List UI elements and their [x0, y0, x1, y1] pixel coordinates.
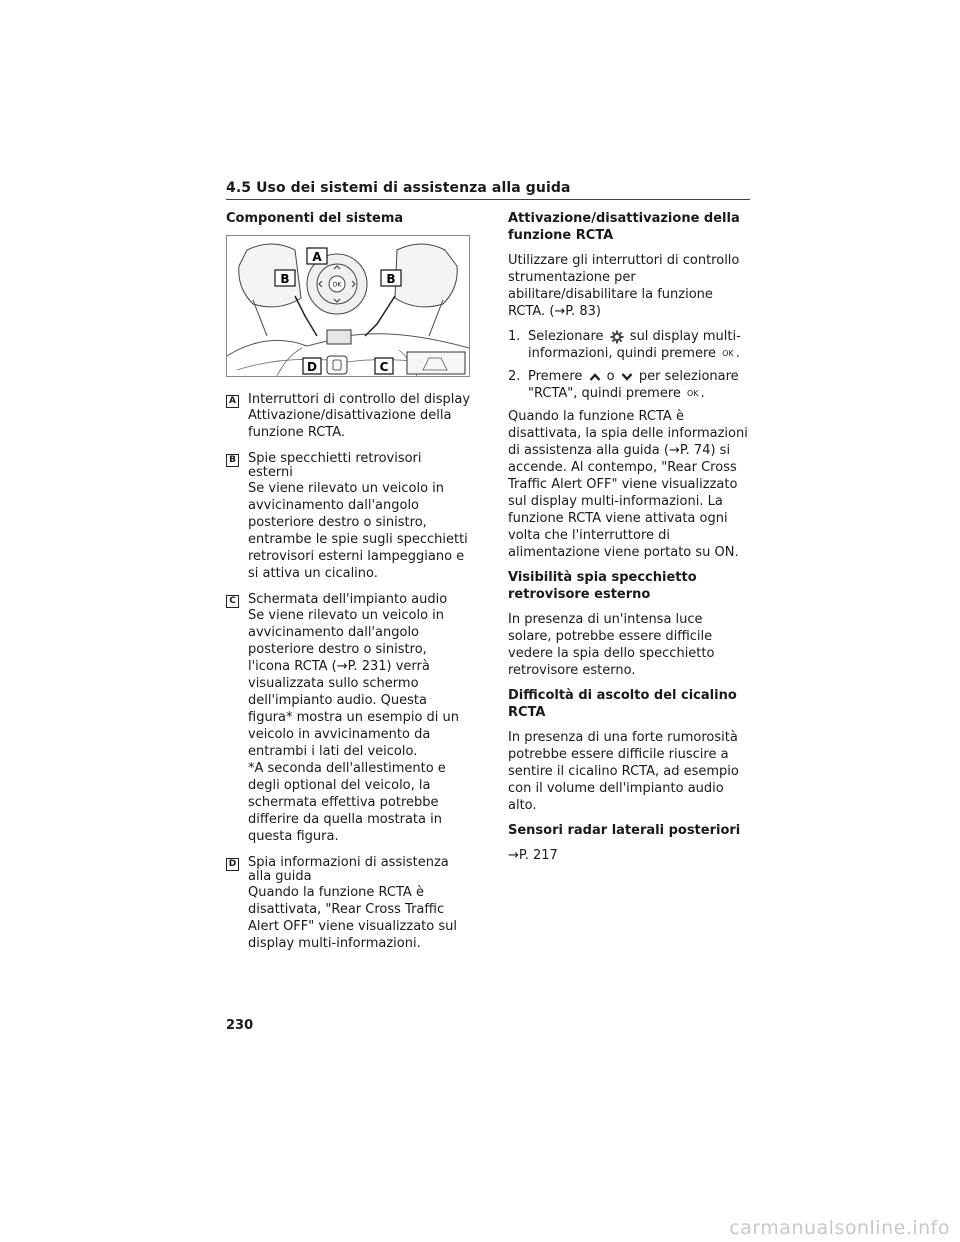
component-title: Schermata dell'impianto audio [248, 592, 448, 607]
section-title: 4.5 Uso dei sistemi di assistenza alla guida [226, 180, 571, 196]
component-item-d [226, 856, 470, 952]
buzzer-heading: Difficoltà di ascolto del cicalino RCTA [508, 688, 737, 720]
dashboard-illustration [227, 236, 469, 376]
component-item-c [226, 593, 470, 845]
component-text: Se viene rilevato un veicolo in avvicinamento dall'angolo posteriore destro o sinistro, entrambe le spie sugli specchietti retrovisori esterni lampeggiano e si attiva un cicalino. [248, 481, 468, 581]
components-heading: Componenti del sistema [226, 211, 404, 226]
activation-intro: Utilizzare gli interruttori di controllo strumentazione per abilitare/disabilitare la funzione RCTA. (→P. 83) [508, 253, 740, 319]
component-text: Attivazione/disattivazione della funzione RCTA. [248, 408, 452, 440]
component-footnote: *A seconda dell'allestimento e degli optional del veicolo, la schermata effettiva potrebbe differire da quella mostrata in questa figura. [248, 761, 446, 844]
ok-button-icon: OK [687, 389, 699, 398]
svg-text:C: C [379, 360, 389, 374]
component-title: Spie specchietti retrovisori esterni [248, 451, 422, 480]
badge-d: D [226, 858, 239, 871]
page-number: 230 [226, 1018, 254, 1033]
radar-reference[interactable]: →P. 217 [508, 848, 558, 863]
step-number: 1. [508, 329, 521, 344]
svg-text:OK: OK [332, 281, 342, 289]
system-components-figure [226, 235, 470, 377]
badge-c: C [226, 595, 239, 608]
component-text: Quando la funzione RCTA è disattivata, "Rear Cross Traffic Alert OFF" viene visualizzato sul display multi-informazioni. [248, 885, 457, 951]
ok-button-icon: OK [722, 349, 734, 358]
component-title: Spia informazioni di assistenza alla guida [248, 855, 449, 884]
badge-b: B [226, 454, 239, 467]
left-column [226, 210, 470, 963]
component-item-a [226, 393, 470, 441]
component-item-b [226, 452, 470, 582]
visibility-paragraph: In presenza di un'intensa luce solare, potrebbe essere difficile vedere la spia dello specchietto retrovisore esterno. [508, 612, 715, 678]
chevron-down-icon [621, 372, 633, 382]
gear-icon [610, 330, 624, 344]
right-column [508, 210, 750, 872]
svg-text:D: D [307, 360, 317, 374]
radar-heading: Sensori radar laterali posteriori [508, 823, 741, 838]
svg-text:B: B [386, 272, 396, 286]
step-number: 2. [508, 369, 521, 384]
visibility-heading: Visibilità spia specchietto retrovisore esterno [508, 570, 697, 602]
svg-text:A: A [312, 250, 322, 264]
step-1: 1. Selezionare sul display multi-informazioni, quindi premere OK . [508, 329, 741, 361]
component-text: Se viene rilevato un veicolo in avvicinamento dall'angolo posteriore destro o sinistro, l'icona RCTA (→P. 231) verrà visualizzata sullo schermo dell'impianto audio. Questa figura* mostra un esempio di un veicolo in avvicinamento da entrambi i lati del veicolo. [248, 608, 460, 759]
chevron-up-icon [589, 372, 601, 382]
watermark: carmanualsonline.info [729, 1217, 950, 1239]
step-2: 2. Premere o per selezionare "RCTA", quindi premere OK . [508, 369, 739, 401]
component-title: Interruttori di controllo del display [248, 392, 471, 407]
buzzer-paragraph: In presenza di una forte rumorosità potrebbe essere difficile riuscire a sentire il cicalino RCTA, ad esempio con il volume dell'impianto audio alto. [508, 730, 739, 813]
rcta-off-paragraph: Quando la funzione RCTA è disattivata, la spia delle informazioni di assistenza alla guida (→P. 74) si accende. Al contempo, "Rear Cross Traffic Alert OFF" viene visualizzato sul display multi-informazioni. La funzione RCTA viene attivata ogni volta che l'interruttore di alimentazione viene portato su ON. [508, 409, 748, 560]
svg-text:B: B [280, 272, 290, 286]
activation-heading: Attivazione/disattivazione della funzione RCTA [508, 211, 740, 243]
badge-a: A [226, 395, 239, 408]
section-rule [226, 199, 750, 200]
